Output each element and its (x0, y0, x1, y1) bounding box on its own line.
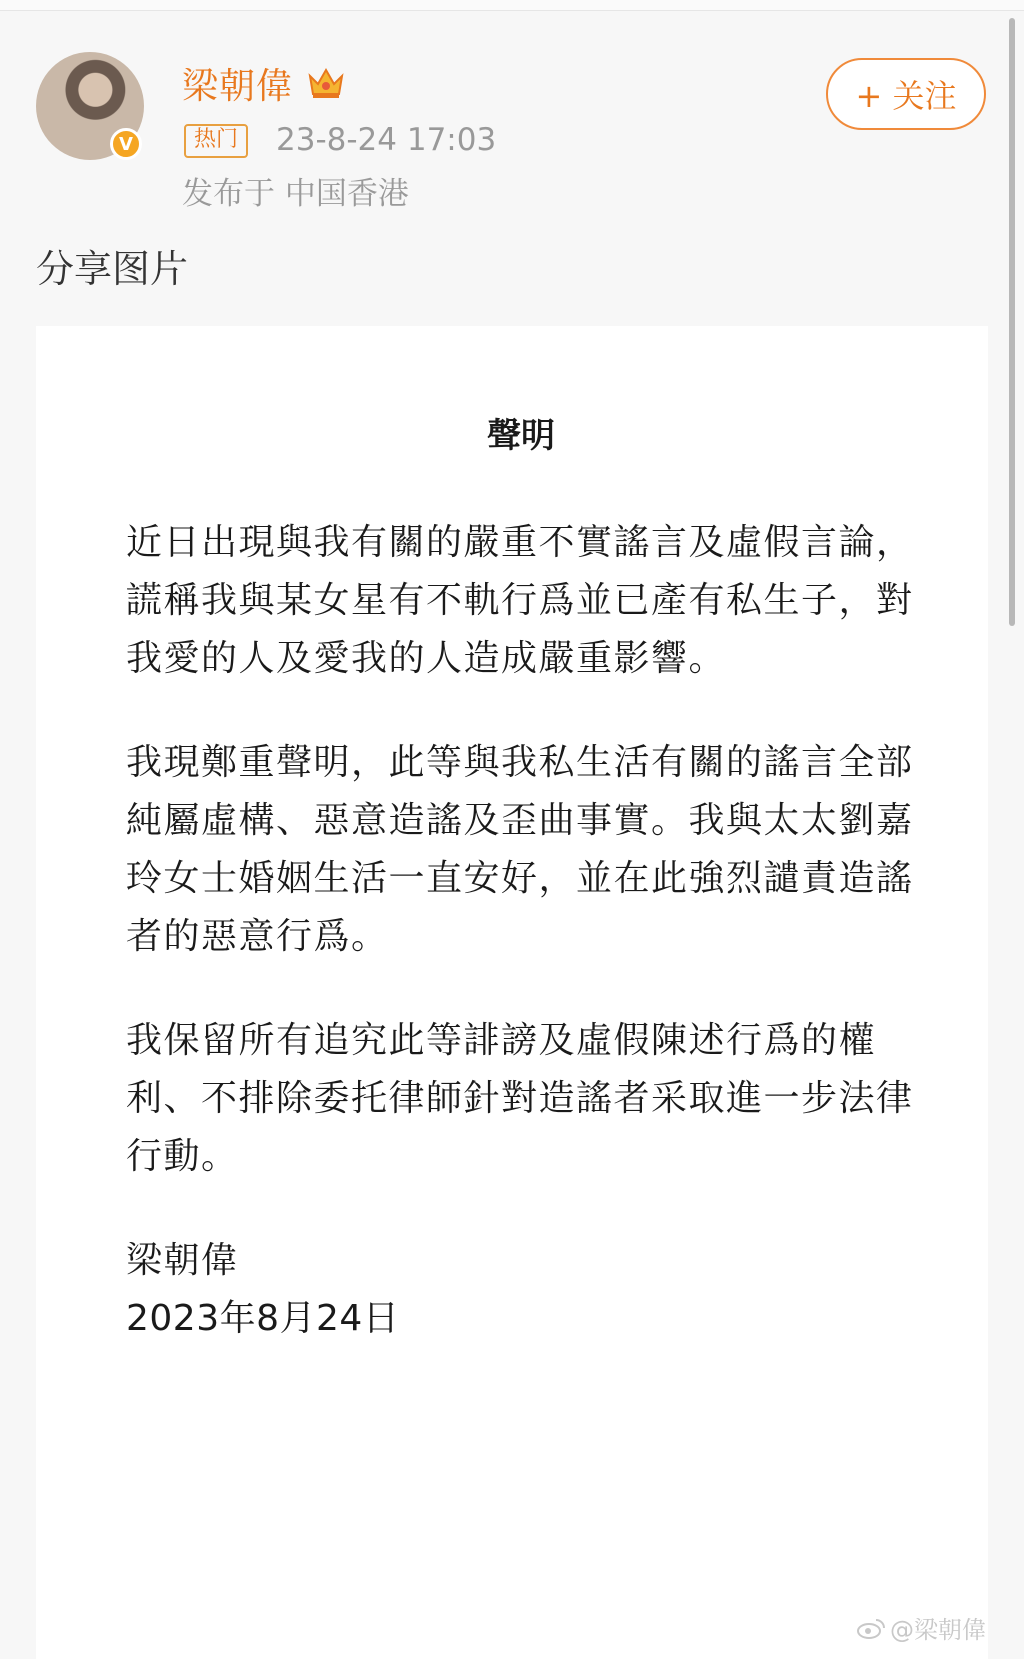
statement-paragraph: 我保留所有追究此等誹謗及虛假陳述行爲的權利、不排除委托律師針對造謠者采取進一步法律行動。 (126, 1020, 914, 1177)
post-location: 发布于 中国香港 (182, 176, 409, 212)
post-text: 分享图片 (36, 247, 189, 291)
statement-paragraph: 近日出現與我有關的嚴重不實謠言及虛假言論，謊稱我與某女星有不軌行爲並已產有私生子，對我愛的人及愛我的人造成嚴重影響。 (126, 522, 914, 679)
weibo-logo-icon (856, 1616, 886, 1640)
statement-signature: 梁朝偉 (126, 1240, 239, 1281)
follow-button[interactable]: + 关注 (826, 58, 986, 130)
post-header (0, 0, 1024, 230)
hot-tag: 热门 (184, 124, 248, 158)
scrollbar[interactable] (1009, 18, 1015, 626)
statement-title: 聲明 (487, 416, 555, 456)
watermark-text: @梁朝偉 (890, 1616, 986, 1644)
statement-date: 2023年8月24日 (126, 1298, 400, 1339)
statement-document (126, 408, 916, 1348)
watermark (856, 1610, 986, 1645)
verified-badge-icon: V (110, 128, 142, 160)
post-image[interactable] (36, 326, 988, 1659)
username[interactable]: 梁朝偉 (182, 66, 294, 107)
post-timestamp: 23-8-24 17:03 (276, 122, 497, 158)
statement-paragraph: 我現鄭重聲明，此等與我私生活有關的謠言全部純屬虛構、惡意造謠及歪曲事實。我與太太劉嘉玲女士婚姻生活一直安好，並在此強烈譴責造謠者的惡意行爲。 (126, 742, 914, 957)
crown-icon (306, 62, 346, 102)
